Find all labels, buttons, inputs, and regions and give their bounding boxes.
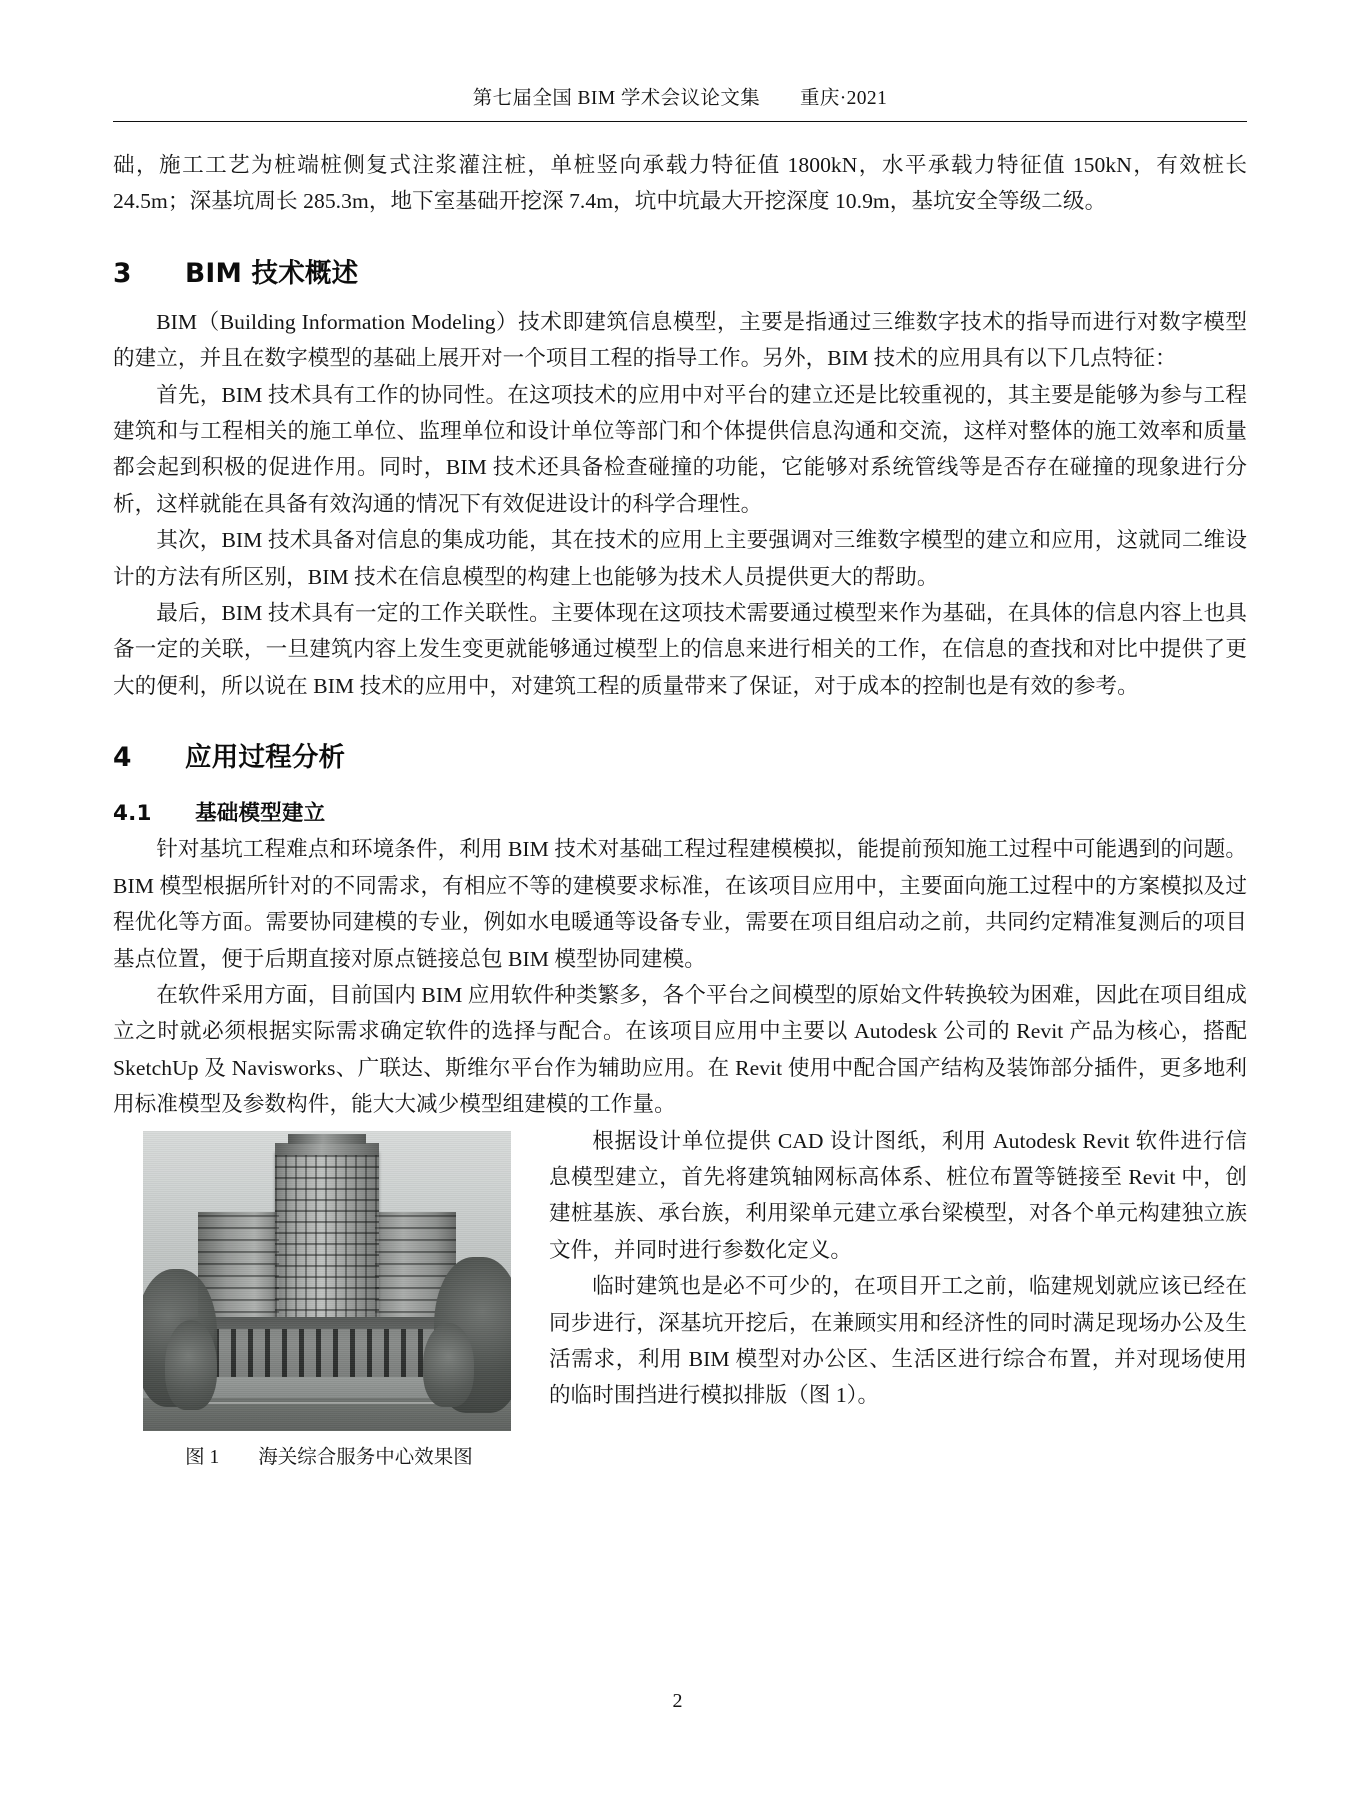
section-heading-3: 3 BIM 技术概述 [113, 257, 359, 289]
subsection41-paragraph-1: 针对基坑工程难点和环境条件，利用 BIM 技术对基础工程过程建模模拟，能提前预知施工过程中可能遇到的问题。BIM 模型根据所针对的不同需求，有相应不等的建模要求标准，在该项目应用中，主要面向施工过程中的方案模拟及过程优化等方面。需要协同建模的专业，例如水电暖通等设备专业，需要在项目组启动之前，共同约定精准复测后的项目基点位置，便于后期直接对原点链接总包 BIM 模型协同建模。 [113, 837, 1247, 971]
figure-1-caption: 图 1 海关综合服务中心效果图 [185, 1446, 473, 1468]
page-number: 2 [672, 1690, 683, 1712]
figure-1 [131, 1131, 527, 1471]
section3-paragraph-1: BIM（Building Information Modeling）技术即建筑信息模型，主要是指通过三维数字技术的指导而进行对数字模型的建立，并且在数字模型的基础上展开对一个项目工程的指导工作。另外，BIM 技术的应用具有以下几点特征： [113, 309, 1247, 371]
plaza-edge-line [187, 1402, 467, 1404]
section-heading-4: 4 应用过程分析 [113, 742, 346, 774]
subsection41-paragraph-4: 临时建筑也是必不可少的，在项目开工之前，临建规划就应该已经在同步进行，深基坑开挖后，在兼顾实用和经济性的同时满足现场办公及生活需求，利用 BIM 模型对办公区、生活区进行综合布置，并对现场使用的临时围挡进行模拟排版（图 1）。 [549, 1274, 1247, 1408]
tree-right-small [423, 1323, 475, 1407]
building-crown-lower [275, 1143, 378, 1156]
subsection-heading-4-1: 4.1 基础模型建立 [113, 801, 326, 827]
tree-left-small [165, 1320, 217, 1410]
section3-paragraph-4: 最后，BIM 技术具有一定的工作关联性。主要体现在这项技术需要通过模型来作为基础，在具体的信息内容上也具备一定的关联，一旦建筑内容上发生变更就能够通过模型上的信息来进行相关的工作，在信息的查找和对比中提供了更大的便利，所以说在 BIM 技术的应用中，对建筑工程的质量带来了保证，对于成本的控制也是有效的参考。 [113, 601, 1247, 698]
running-head: 第七届全国 BIM 学术会议论文集 重庆·2021 [472, 88, 888, 109]
subsection41-paragraph-2: 在软件采用方面，目前国内 BIM 应用软件种类繁多，各个平台之间模型的原始文件转换较为困难，因此在项目组成立之时就必须根据实际需求确定软件的选择与配合。在该项目应用中主要以 Autodesk 公司的 Revit 产品为核心，搭配 SketchUp 及 Navisworks、广联达、斯维尔平台作为辅助应用。在 Revit 使用中配合国产结构及装饰部分插件，更多地利用标准模型及参数构件，能大大减少模型组建模的工作量。 [113, 982, 1247, 1117]
building-crown-upper [288, 1134, 365, 1144]
section3-paragraph-2: 首先，BIM 技术具有工作的协同性。在这项技术的应用中对平台的建立还是比较重视的，其主要是能够为参与工程建筑和与工程相关的施工单位、监理单位和设计单位等部门和个体提供信息沟通和交流，这样对整体的施工效率和质量都会起到积极的促进作用。同时，BIM 技术还具备检查碰撞的功能，它能够对系统管线等是否存在碰撞的现象进行分析，这样就能在具备有效沟通的情况下有效促进设计的科学合理性。 [113, 382, 1247, 516]
section3-paragraph-3: 其次，BIM 技术具备对信息的集成功能，其在技术的应用上主要强调对三维数字模型的建立和应用，这就同二维设计的方法有所区别，BIM 技术在信息模型的构建上也能够为技术人员提供更大的帮助。 [113, 528, 1247, 589]
figure-1-image [143, 1131, 511, 1431]
continued-paragraph: 础，施工工艺为桩端桩侧复式注浆灌注桩，单桩竖向承载力特征值 1800kN，水平承载力特征值 150kN，有效桩长 24.5m；深基坑周长 285.3m，地下室基础开挖深 7.4m，坑中坑最大开挖深度 10.9m，基坑安全等级二级。 [113, 153, 1247, 214]
subsection41-paragraph-3: 根据设计单位提供 CAD 设计图纸，利用 Autodesk Revit 软件进行信息模型建立，首先将建筑轴网标高体系、桩位布置等链接至 Revit 中，创建桩基族、承台族，利用梁单元建立承台梁模型，对各个单元构建独立族文件，并同时进行参数化定义。 [549, 1128, 1247, 1262]
header-rule [113, 121, 1247, 122]
page-content [113, 0, 1247, 1477]
